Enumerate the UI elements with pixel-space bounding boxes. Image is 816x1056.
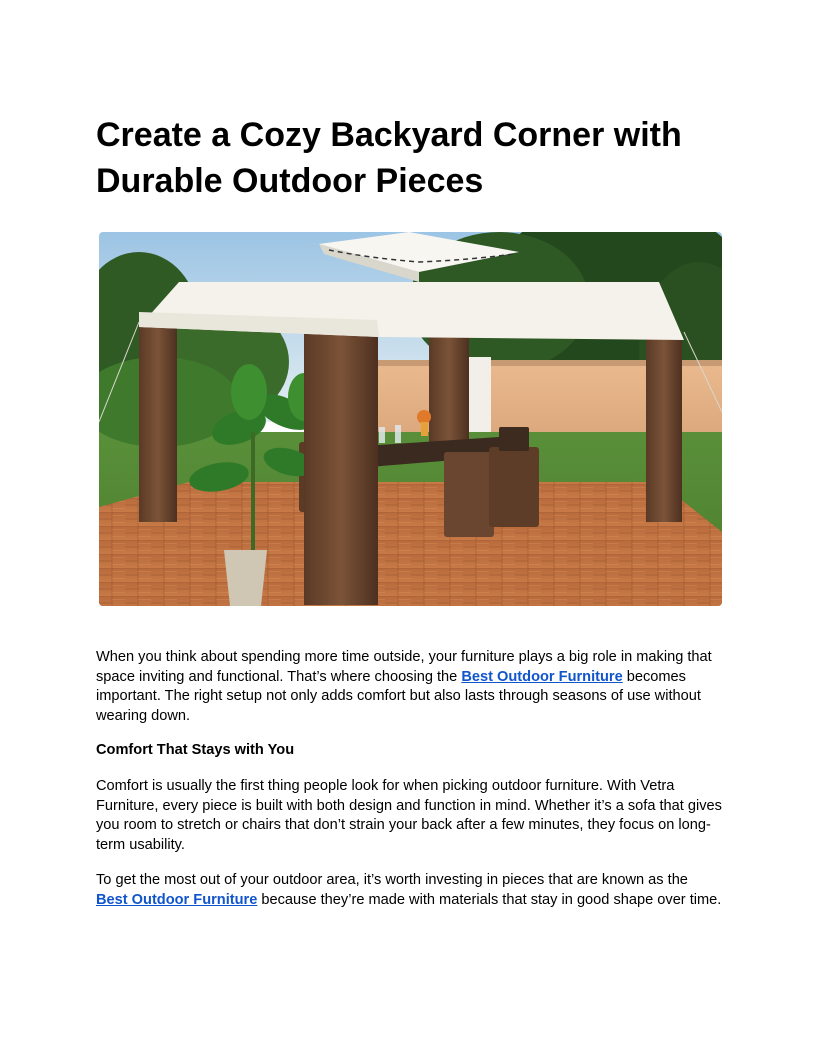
hero-image <box>99 232 722 606</box>
invest-text-after: because they’re made with materials that stay in good shape over time. <box>257 891 722 908</box>
section-heading: Comfort That Stays with You <box>96 742 295 758</box>
comfort-paragraph: Comfort is usually the first thing people look for when picking outdoor furniture. With Vetra Furniture, every piece is built with both design and function in mind. Whether it’s a sofa that gives you room to stretch or chairs that don’t strain your back after a few minutes, they focus on long-term usability. <box>96 778 722 853</box>
best-outdoor-furniture-link-2[interactable]: Best Outdoor Furniture <box>96 891 258 908</box>
best-outdoor-furniture-link[interactable]: Best Outdoor Furniture <box>461 668 623 685</box>
intro-paragraph <box>96 648 722 726</box>
invest-paragraph <box>96 871 722 910</box>
intro-text-after: becomes important. The right setup not only adds comfort but also lasts through seasons of use without wearing down. <box>96 668 701 724</box>
page-title: Create a Cozy Backyard Corner with Durable Outdoor Pieces <box>96 116 682 200</box>
invest-text-before: To get the most out of your outdoor area, it’s worth investing in pieces that are known as the <box>96 872 688 888</box>
intro-text-before: When you think about spending more time outside, your furniture plays a big role in making that space inviting and functional. That’s where choosing the <box>96 649 712 685</box>
